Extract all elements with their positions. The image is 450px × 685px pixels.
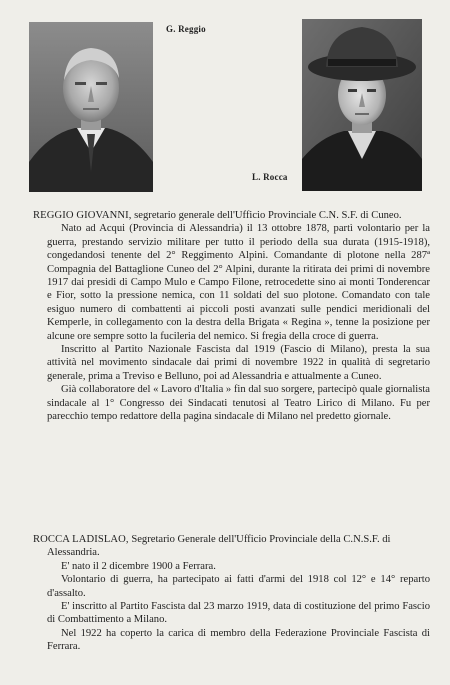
person-name-reggio: REGGIO GIOVANNI, (33, 210, 132, 221)
biography-reggio-heading (33, 209, 430, 222)
biography-paragraph: Nato ad Acqui (Provincia di Alessandria) il 13 ottobre 1878, partì volontario per la guerra, prestando servizio militare per tutto il periodo della sua durata (1915-1918), congedandosi tenente del 2° Reggimento Alpini. Comandante di plotone nella 287ª Compagnia del Battaglione Cuneo del 2° Alpini, durante la ritirata dei primi di novembre 1917 dai presidi di Campo Mulo e Campo Filone, retrocedette sino ai monti Tonderencar e Fior, sotto la pressione nemica, con 11 soldati del suo plotone. Comandato con tale esiguo numero di combattenti ai piccoli posti avanzati sulle pendici meridionali del Kemperle, in collegamento con la destra della Brigata « Regina », tenne la posizione per alcune ore sempre sotto la fucileria del nemico. Si fregia della croce di guerra. (47, 223, 430, 342)
caption-reggio: G. Reggio (166, 24, 206, 34)
biography-reggio (33, 209, 430, 424)
portrait-photo-rocca (302, 19, 422, 191)
portrait-rocca-image (302, 19, 422, 191)
caption-rocca: L. Rocca (252, 172, 288, 182)
person-title-rocca: Segretario Generale dell'Ufficio Provinciale della C.N.S.F. di Alessandria. (47, 534, 391, 559)
person-name-rocca: ROCCA LADISLAO, (33, 534, 129, 545)
biography-paragraph: E' nato il 2 dicembre 1900 a Ferrara. (61, 560, 216, 572)
biography-paragraph: Già collaboratore del « Lavoro d'Italia » fin dal suo sorgere, partecipò quale giornalista sindacale al 1° Congresso dei Sindacati tenutosi al Teatro Lirico di Milano. Fu per parecchio tempo redattore della pagina sindacale di Milano nel predetto giornale. (47, 384, 430, 423)
biography-rocca (33, 533, 430, 654)
person-title-reggio: segretario generale dell'Ufficio Provinciale C.N. S.F. di Cuneo. (131, 210, 402, 221)
biography-paragraph: E' inscritto al Partito Fascista dal 23 marzo 1919, data di costituzione del primo Fascio di Combattimento a Milano. (47, 601, 430, 626)
biography-paragraph: Inscritto al Partito Nazionale Fascista dal 1919 (Fascio di Milano), presta la sua attività nel movimento sindacale dai primi di novembre 1922 in qualità di segretario generale, prima a Treviso e Belluno, poi ad Alessandria e attualmente a Cuneo. (47, 344, 430, 382)
portrait-reggio-image (29, 22, 153, 192)
biography-paragraph: Nel 1922 ha coperto la carica di membro della Federazione Provinciale Fascista di Ferrara. (47, 627, 430, 653)
biography-paragraph: Volontario di guerra, ha partecipato ai fatti d'armi del 1918 col 12° e 14° reparto d'assalto. (47, 574, 430, 599)
biography-rocca-heading (33, 533, 430, 560)
portrait-photo-reggio (29, 22, 153, 192)
